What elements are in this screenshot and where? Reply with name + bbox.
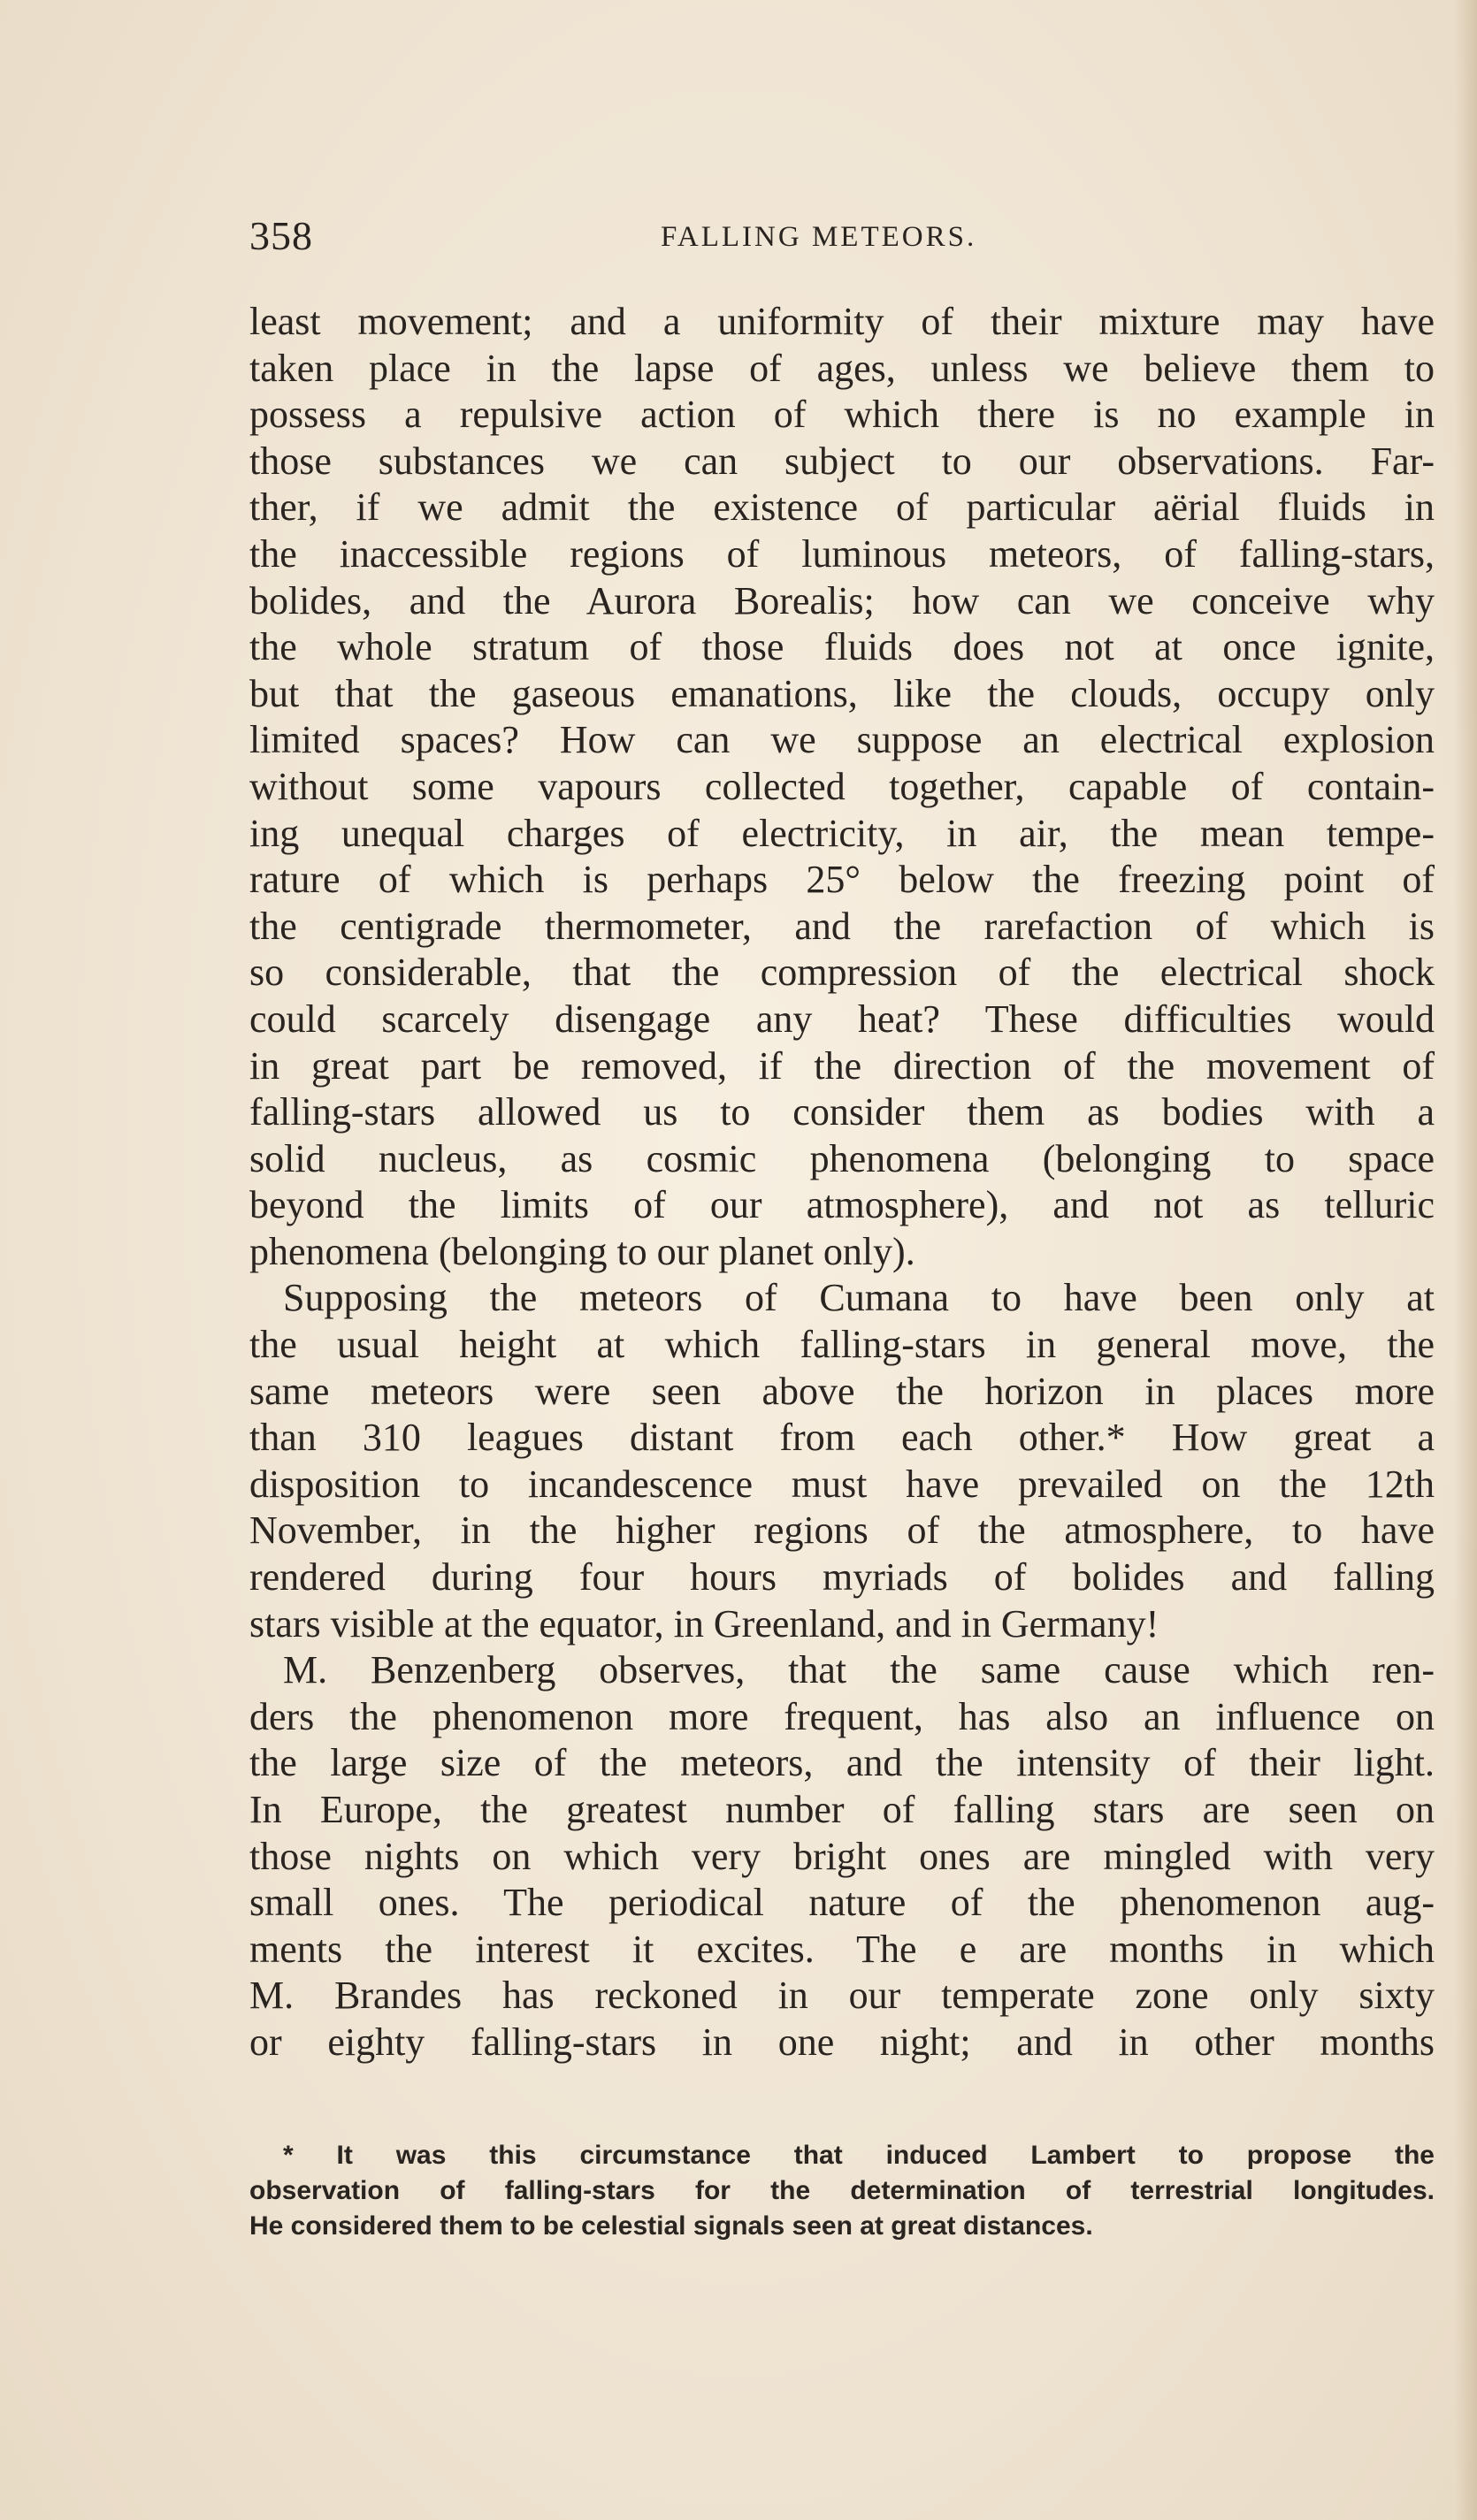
text-line: solid nucleus, as cosmic phenomena (belonging to space [249, 1136, 1435, 1180]
text-line: stars visible at the equator, in Greenland, and in Germany! [249, 1601, 1159, 1646]
paragraph-start-line: M. Benzenberg observes, that the same cause which ren- [283, 1648, 1435, 1692]
text-line: ing unequal charges of electricity, in air, the mean tempe- [249, 811, 1435, 855]
paragraph-start-line: Supposing the meteors of Cumana to have been only at [283, 1276, 1435, 1320]
text-line: those nights on which very bright ones are mingled with very [249, 1834, 1435, 1878]
text-line: same meteors were seen above the horizon in places more [249, 1369, 1435, 1413]
text-line: ther, if we admit the existence of particular aërial fluids in [249, 485, 1435, 530]
footnote-line: He considered them to be celestial signals seen at great distances. [249, 2211, 1093, 2241]
text-line: rature of which is perhaps 25° below the freezing point of [249, 858, 1435, 902]
running-title: FALLING METEORS. [661, 221, 977, 253]
text-line: the centigrade thermometer, and the rarefaction of which is [249, 904, 1435, 948]
text-line: limited spaces? How can we suppose an electrical explosion [249, 718, 1435, 762]
text-line: M. Brandes has reckoned in our temperate zone only sixty [249, 1974, 1435, 2018]
text-line: those substances we can subject to our observations. Far- [249, 439, 1435, 483]
text-line: small ones. The periodical nature of the phenomenon aug- [249, 1881, 1435, 1925]
text-line: phenomena (belonging to our planet only). [249, 1229, 915, 1273]
text-line: ments the interest it excites. The e are months in which [249, 1927, 1435, 1971]
page-number: 358 [249, 213, 313, 258]
text-line: least movement; and a uniformity of their mixture may have [249, 300, 1435, 343]
page-edge-shadow [1454, 0, 1477, 2520]
text-line: falling-stars allowed us to consider them as bodies with a [249, 1090, 1435, 1134]
text-line: so considerable, that the compression of the electrical shock [249, 951, 1435, 995]
text-line: rendered during four hours myriads of bolides and falling [249, 1555, 1435, 1600]
footnote [249, 2138, 1435, 2244]
text-line: than 310 leagues distant from each other.* How great a [249, 1416, 1435, 1460]
text-line: the inaccessible regions of luminous meteors, of falling-stars, [249, 531, 1435, 576]
text-line: In Europe, the greatest number of falling stars are seen on [249, 1788, 1435, 1831]
text-line: could scarcely disengage any heat? These difficulties would [249, 997, 1435, 1041]
body-text [249, 299, 1435, 2066]
text-line: in great part be removed, if the direction of the movement of [249, 1043, 1435, 1088]
text-line: disposition to incandescence must have prevailed on the 12th [249, 1462, 1435, 1506]
running-head [249, 212, 1435, 265]
text-line: or eighty falling-stars in one night; and in other months [249, 2020, 1435, 2064]
text-line: the whole stratum of those fluids does not at once ignite, [249, 625, 1435, 669]
text-line: taken place in the lapse of ages, unless we believe them to [249, 346, 1435, 390]
text-line: but that the gaseous emanations, like the clouds, occupy only [249, 671, 1435, 715]
text-line: the large size of the meteors, and the intensity of their light. [249, 1741, 1435, 1785]
footnote-line: observation of falling-stars for the determination of terrestrial longitudes. [249, 2176, 1435, 2205]
footnote-line: * It was this circumstance that induced Lambert to propose the [283, 2141, 1435, 2170]
text-line: November, in the higher regions of the atmosphere, to have [249, 1508, 1435, 1553]
text-line: beyond the limits of our atmosphere), and not as telluric [249, 1183, 1435, 1227]
text-line: ders the phenomenon more frequent, has also an influence on [249, 1694, 1435, 1738]
text-line: without some vapours collected together, capable of contain- [249, 764, 1435, 808]
text-line: the usual height at which falling-stars in general move, the [249, 1323, 1435, 1367]
text-line: possess a repulsive action of which there is no example in [249, 393, 1435, 437]
text-line: bolides, and the Aurora Borealis; how can we conceive why [249, 578, 1435, 622]
